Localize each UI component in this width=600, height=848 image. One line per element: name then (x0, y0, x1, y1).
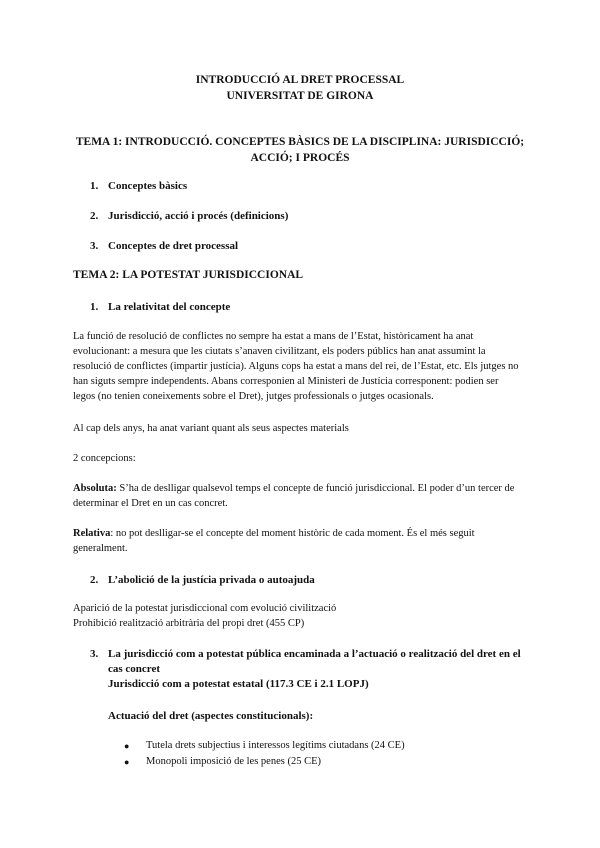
tema2-s3-title-line2: cas concret (108, 663, 161, 675)
tema2-s2-number: 2. (90, 574, 99, 586)
bullet-item-2: Monopoli imposició de les penes (25 CE) (146, 756, 321, 767)
tema1-title-line1: TEMA 1: INTRODUCCIÓ. CONCEPTES BÀSICS DE LA DISCIPLINA: JURISDICCIÓ; (75, 136, 525, 148)
relativa-label: Relativa (73, 528, 111, 539)
relativa-text: : no pot deslligar-se el concepte del moment històric de cada moment. És el més seguit generalment. (73, 528, 475, 554)
actuacio-heading: Actuació del dret (aspectes constitucionals): (108, 710, 314, 722)
tema2-s1-number: 1. (90, 301, 99, 313)
tema2-s1-title: La relativitat del concepte (108, 301, 231, 313)
tema1-item1-number: 1. (90, 180, 99, 192)
absoluta-label: Absoluta: (73, 483, 117, 494)
abolicio-line1: Aparició de la potestat jurisdiccional com evolució civilització (73, 603, 337, 614)
paragraph-absoluta (73, 481, 523, 511)
absoluta-text: S’ha de deslligar qualsevol temps el concepte de funció jurisdiccional. El poder d’un tercer de determinar el Dret en un cas concret. (73, 483, 515, 509)
bullet-icon: ● (124, 757, 130, 767)
tema2-s3-title-line1: La jurisdicció com a potestat pública encaminada a l’actuació o realització del dret en el (108, 648, 521, 660)
tema1-item1-text: Conceptes bàsics (108, 180, 188, 192)
tema2-title: TEMA 2: LA POTESTAT JURISDICCIONAL (73, 269, 304, 281)
paragraph-concepcions: 2 concepcions: (73, 453, 136, 464)
tema1-item3-number: 3. (90, 240, 99, 252)
tema1-title-line2: ACCIÓ; I PROCÉS (250, 152, 350, 164)
paragraph-relativitat: La funció de resolució de conflictes no sempre ha estat a mans de l’Estat, històricament ha anat evolucionant: a mesura que les ciutats s’anaven civilitzant, els poders públics han anat assumint la resolució de conflictes (impartir justícia). Alguns cops ha estat a mans del rei, de l’Estat, etc. Els jutges no han siguts sempre independents. Abans corresponien al Ministeri de Justícia corresponent: podien ser legos (no tenien coneixements sobre el Dret), jutges professionals o jutges ocasionals. (73, 331, 519, 402)
tema2-s3-subtitle: Jurisdicció com a potestat estatal (117.3 CE i 2.1 LOPJ) (108, 678, 369, 690)
tema1-title (60, 134, 540, 166)
bullet-icon: ● (124, 741, 130, 751)
tema1-item2-text: Jurisdicció, acció i procés (definicions) (108, 210, 289, 222)
tema2-s2-title: L’abolició de la justícia privada o autoajuda (108, 574, 315, 586)
paragraph-relativa (73, 526, 523, 556)
tema1-item3-text: Conceptes de dret processal (108, 240, 239, 252)
paragraph-aspectes: Al cap dels anys, ha anat variant quant als seus aspectes materials (73, 423, 349, 434)
tema2-s3-number: 3. (90, 648, 99, 660)
tema1-item2-number: 2. (90, 210, 99, 222)
abolicio-line2: Prohibició realització arbitrària del propi dret (455 CP) (73, 618, 305, 629)
university-name: UNIVERSITAT DE GIRONA (226, 90, 374, 102)
bullet-item-1: Tutela drets subjectius i interessos legítims ciutadans (24 CE) (146, 740, 405, 751)
document-title (60, 72, 540, 104)
tema2-s3-title (108, 647, 528, 692)
course-title: INTRODUCCIÓ AL DRET PROCESSAL (195, 74, 405, 86)
